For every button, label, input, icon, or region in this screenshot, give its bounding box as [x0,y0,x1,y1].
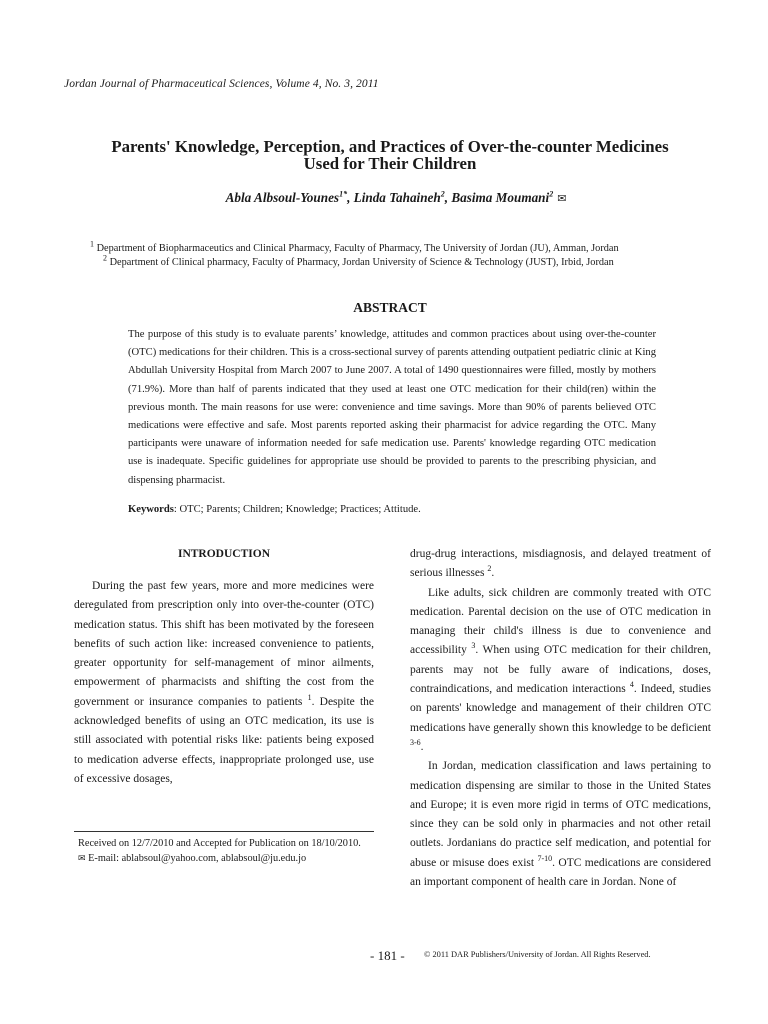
body-text: drug-drug interactions, misdiagnosis, and delayed treatment of serious illnesses [410,548,711,580]
right-paragraph-3 [410,757,711,892]
affiliation-number: 2 [103,253,107,263]
title-line-1: Parents' Knowledge, Perception, and Practices of Over-the-counter Medicines [111,137,669,156]
author-3: Basima Moumani [451,190,550,205]
journal-header: Jordan Journal of Pharmaceutical Sciences, Volume 4, No. 3, 2011 [64,78,379,90]
body-text: In Jordan, medication classification and laws pertaining to medication dispensing are similar to those in the United States and Europe; it is even more rigid in terms of OTC medications, since they can be sold only in pharmacies and not other retail outlets. Jordanians do practice self medication, and potential for abuse or misuse does exist [410,760,711,869]
intro-text: During the past few years, more and more medicines were deregulated from prescription only into over-the-counter (OTC) medication status. This shift has been motivated by the foreseen benefits of such action like: increased convenience to patients, greater opportunity for self-management of minor ailments, empowerment of pharmacists and shifting the cost from the government or insurance companies to patients [74,580,374,708]
envelope-icon: ✉ [557,193,567,205]
author-1: Abla Albsoul-Younes [225,190,340,205]
right-paragraph-2 [410,584,711,758]
affiliation-number: 1 [90,239,94,249]
footnote [78,837,374,867]
left-column [74,546,374,789]
author-list [0,190,768,206]
email-link[interactable]: E-mail: ablabsoul@yahoo.com, ablabsoul@ju.edu.jo [85,853,307,865]
body-text: . When using OTC medication for their children, parents may not be fully aware of indications, doses, contraindications, and medication interactions [410,644,711,696]
abstract-body: The purpose of this study is to evaluate parents’ knowledge, attitudes and common practices about using over-the-counter (OTC) medications for their children. This is a cross-sectional survey of parents attending outpatient pediatric clinic at King Abdullah University Hospital from March 2007 to June 2007. A total of 1490 questionnaires were filled, mostly by mothers (71.9%). More than half of parents indicated that they used at least one OTC medication for their child(ren) within the previous month. The main reasons for use were: convenience and time savings. More than 90% of parents believed OTC medications were effective and safe. Most parents reported asking their pharmacist for advice regarding the OTC. Many participants were unaware of information needed for safe medication use. Parents' knowledge regarding OTC medication use is inadequate. Specific guidelines for appropriate use should be provided to parents to the prescribing physician, and dispensing pharmacist. [128,329,656,486]
right-paragraph-1 [410,545,711,584]
introduction-heading: INTRODUCTION [177,548,270,560]
affiliation-text: Department of Biopharmaceutics and Clinical Pharmacy, Faculty of Pharmacy, The University of Jordan (JU), Amman, Jordan [94,243,619,254]
contact-email [78,851,374,866]
envelope-icon: ✉ [78,853,86,864]
author-3-affiliation: 2 [549,189,554,199]
intro-text: . Despite the acknowledged benefits of using an OTC medication, its use is still associated with potential risks like: patients being exposed to medication adverse effects, inappropriate prolonged use, use of excessive dosages, [74,695,374,785]
citation: 2 [487,564,492,574]
paper-title [60,138,720,172]
copyright-notice: © 2011 DAR Publishers/University of Jordan. All Rights Reserved. [424,950,651,959]
author-2-affiliation: 2 [440,189,445,199]
author-2: Linda Tahaineh [353,190,441,205]
affiliation-1 [90,239,619,254]
body-text: . [420,740,424,753]
body-text: . Indeed, studies on parents' knowledge and management of their children OTC medications have generally shown this knowledge to be deficient [410,683,712,734]
citation: 7-10 [537,853,553,863]
footnote-divider [74,831,374,832]
keywords [128,501,656,519]
page-number: - 181 - [370,948,405,963]
citation: 3-6 [410,738,421,748]
citation: 4 [629,680,634,690]
citation: 1 [307,692,312,702]
author-separator: , [444,190,452,205]
introduction-paragraph-1 [74,577,374,789]
body-text: . OTC medications are considered an important component of health care in Jordan. None of [410,856,711,889]
body-text: Like adults, sick children are commonly treated with OTC medication. Parental decision on the use of OTC medication in managing their child's illness is due to convenience and accessibility [410,586,711,657]
affiliation-2 [103,253,614,268]
keywords-list: : OTC; Parents; Children; Knowledge; Practices; Attitude. [173,504,421,515]
title-line-2: Used for Their Children [303,154,477,173]
body-text: . [491,567,495,580]
citation: 3 [471,641,476,651]
right-column [410,545,711,892]
author-separator: , [347,190,354,205]
abstract-heading: ABSTRACT [353,300,427,315]
affiliation-text: Department of Clinical pharmacy, Faculty of Pharmacy, Jordan University of Science & Technology (JUST), Irbid, Jordan [107,257,614,268]
author-1-affiliation: 1* [339,189,348,199]
keywords-label: Keywords [128,504,174,515]
received-date: Received on 12/7/2010 and Accepted for Publication on 18/10/2010. [78,838,361,849]
